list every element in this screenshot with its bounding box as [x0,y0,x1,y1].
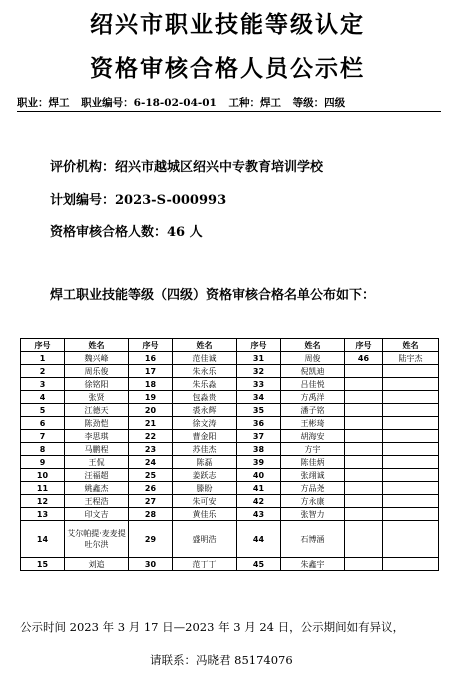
cell-seq: 19 [129,391,173,404]
cell-name: 王程浩 [65,495,129,508]
cell-seq [345,508,383,521]
cell-seq: 11 [21,482,65,495]
cell-seq: 45 [237,558,281,571]
header-name: 姓名 [383,339,439,352]
table-row [21,430,439,443]
table-header-row [21,339,439,352]
notice-text: 公示时间 2023 年 3 月 17 日—2023 年 3 月 24 日，公示期间如有异议， [20,620,405,634]
table-row [21,378,439,391]
cell-name [383,391,439,404]
cell-seq: 41 [237,482,281,495]
cell-seq [345,430,383,443]
table-row [21,404,439,417]
cell-seq: 46 [345,352,383,365]
evaluation-org: 评价机构：绍兴市越城区绍兴中专教育培训学校 [50,160,324,175]
plan-number: 计划编号：2023-S-000993 [50,193,227,208]
contact-text: 请联系：冯晓君 85174076 [150,653,293,667]
cell-seq [345,495,383,508]
cell-seq: 25 [129,469,173,482]
cell-name: 刘追 [65,558,129,571]
cell-seq: 31 [237,352,281,365]
cell-seq: 14 [21,521,65,558]
title-line-2: 资格审核合格人员公示栏 [90,55,365,82]
cell-seq: 3 [21,378,65,391]
cell-seq [345,482,383,495]
table-row [21,365,439,378]
table-row [21,443,439,456]
cell-name [383,430,439,443]
cell-name: 朱鑫宇 [281,558,345,571]
table-row [21,352,439,365]
cell-name [383,417,439,430]
cell-seq [345,365,383,378]
cell-name: 朱乐淼 [173,378,237,391]
cell-name: 方宇 [281,443,345,456]
cell-name: 方永康 [281,495,345,508]
cell-seq: 22 [129,430,173,443]
cell-name: 裘永辉 [173,404,237,417]
cell-seq: 44 [237,521,281,558]
cell-seq [345,558,383,571]
cell-seq: 28 [129,508,173,521]
cell-name: 盛明浩 [173,521,237,558]
cell-name: 周乐俊 [65,365,129,378]
cell-name: 陆宇杰 [383,352,439,365]
table-row [21,521,439,558]
cell-seq: 27 [129,495,173,508]
cell-seq: 32 [237,365,281,378]
cell-name [383,558,439,571]
cell-seq: 26 [129,482,173,495]
header-seq: 序号 [237,339,281,352]
cell-name: 包淼贵 [173,391,237,404]
cell-name: 倪凯迪 [281,365,345,378]
table-row [21,495,439,508]
cell-seq: 8 [21,443,65,456]
cell-seq: 38 [237,443,281,456]
cell-name: 朱永乐 [173,365,237,378]
cell-seq: 39 [237,456,281,469]
cell-seq: 1 [21,352,65,365]
cell-name: 曹金阳 [173,430,237,443]
cell-name [383,495,439,508]
job-occupation: 职业：焊工 [17,97,70,109]
cell-seq: 23 [129,443,173,456]
table-row [21,558,439,571]
cell-name [383,443,439,456]
header-name: 姓名 [281,339,345,352]
cell-name: 王彬琦 [281,417,345,430]
cell-seq [345,404,383,417]
cell-name [383,404,439,417]
cell-seq: 40 [237,469,281,482]
cell-name: 范丁丁 [173,558,237,571]
cell-name: 徐铭阳 [65,378,129,391]
cell-name: 范佳诚 [173,352,237,365]
cell-name: 黄佳乐 [173,508,237,521]
qualified-count: 资格审核合格人数：46 人 [50,225,203,240]
cell-name: 江德天 [65,404,129,417]
cell-seq: 12 [21,495,65,508]
cell-seq [345,469,383,482]
cell-seq: 36 [237,417,281,430]
cell-seq [345,391,383,404]
header-seq: 序号 [345,339,383,352]
cell-name: 方品尧 [281,482,345,495]
cell-seq: 13 [21,508,65,521]
cell-seq: 37 [237,430,281,443]
cell-name: 苏佳杰 [173,443,237,456]
cell-seq: 24 [129,456,173,469]
cell-name: 姜跃志 [173,469,237,482]
cell-seq: 34 [237,391,281,404]
cell-seq [345,456,383,469]
cell-seq: 4 [21,391,65,404]
table-row [21,482,439,495]
cell-name: 吕佳悦 [281,378,345,391]
cell-seq [345,378,383,391]
cell-name [383,378,439,391]
cell-seq: 18 [129,378,173,391]
cell-seq: 2 [21,365,65,378]
header-name: 姓名 [65,339,129,352]
cell-name: 胡海安 [281,430,345,443]
cell-seq: 16 [129,352,173,365]
header-name: 姓名 [173,339,237,352]
table-row [21,456,439,469]
cell-name: 方禹洋 [281,391,345,404]
cell-name [383,469,439,482]
cell-name: 姚鑫杰 [65,482,129,495]
cell-seq: 17 [129,365,173,378]
cell-name: 周俊 [281,352,345,365]
cell-name: 陈劲恺 [65,417,129,430]
cell-name: 陈佳炳 [281,456,345,469]
cell-seq: 15 [21,558,65,571]
cell-name [383,508,439,521]
cell-name: 徐文涛 [173,417,237,430]
title-line-1: 绍兴市职业技能等级认定 [90,11,365,38]
cell-seq: 20 [129,404,173,417]
cell-name: 汪福超 [65,469,129,482]
cell-seq [345,443,383,456]
cell-seq: 42 [237,495,281,508]
cell-seq: 30 [129,558,173,571]
cell-seq: 10 [21,469,65,482]
roster-table [20,338,439,571]
cell-name: 张翊诚 [281,469,345,482]
job-info-line [17,95,441,112]
cell-seq: 9 [21,456,65,469]
cell-seq: 29 [129,521,173,558]
list-heading: 焊工职业技能等级（四级）资格审核合格名单公布如下： [50,288,376,303]
cell-seq: 35 [237,404,281,417]
cell-seq: 33 [237,378,281,391]
cell-seq: 6 [21,417,65,430]
cell-name [383,365,439,378]
cell-name: 王侃 [65,456,129,469]
cell-seq: 7 [21,430,65,443]
job-code: 职业编号：6-18-02-04-01 [81,97,217,109]
job-level: 等级：四级 [292,97,346,109]
cell-name: 印文吉 [65,508,129,521]
cell-name: 张智力 [281,508,345,521]
header-seq: 序号 [21,339,65,352]
cell-name [383,521,439,558]
header-seq: 序号 [129,339,173,352]
cell-name [383,456,439,469]
table-row [21,508,439,521]
job-type: 工种：焊工 [228,97,281,109]
table-row [21,469,439,482]
cell-seq: 5 [21,404,65,417]
cell-seq: 21 [129,417,173,430]
cell-name: 魏兴峰 [65,352,129,365]
cell-name: 李思琪 [65,430,129,443]
table-row [21,417,439,430]
cell-name [383,482,439,495]
cell-name: 朱可安 [173,495,237,508]
cell-name: 潘子铭 [281,404,345,417]
cell-seq [345,521,383,558]
cell-name: 陈磊 [173,456,237,469]
cell-name: 石博涵 [281,521,345,558]
cell-name: 马鹏程 [65,443,129,456]
cell-name: 艾尔帕提·麦麦提吐尔洪 [65,521,129,558]
cell-name: 张贤 [65,391,129,404]
cell-seq: 43 [237,508,281,521]
cell-name: 滕盼 [173,482,237,495]
table-row [21,391,439,404]
cell-seq [345,417,383,430]
